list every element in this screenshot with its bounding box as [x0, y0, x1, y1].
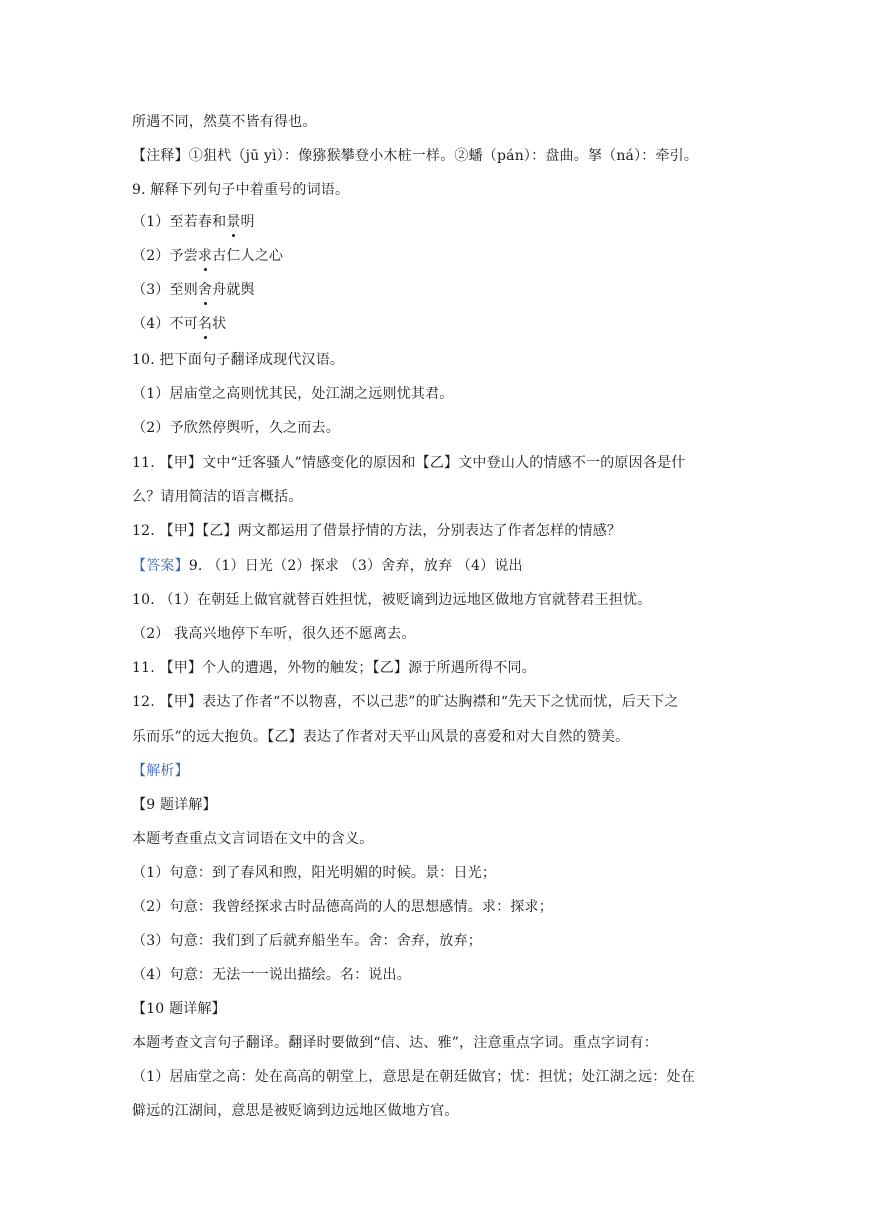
question-12: 12. 【甲】【乙】两文都运用了借景抒情的方法，分别表达了作者怎样的情感？	[132, 523, 622, 539]
emphasis-mark: 求	[197, 248, 213, 264]
answer-9: 【答案】9. （1）日光（2）探求 （3）舍弃，放弃 （4）说出	[132, 558, 523, 574]
emphasis-mark: 名	[197, 316, 213, 332]
answer-12: 12. 【甲】表达了作者“不以物喜，不以己悲”的旷达胸襟和“先天下之忧而忧，后天下之	[132, 694, 679, 710]
detail-9-item-3: （3）句意：我们到了后就弃船坐车。舍：舍弃，放弃；	[132, 933, 482, 949]
detail-10-title: 【10 题详解】	[132, 1001, 226, 1017]
detail-10-item-1: （1）居庙堂之高：处在高高的朝堂上，意思是在朝廷做官；忧：担忧；处江湖之远：处在	[132, 1069, 695, 1085]
answer-10-1: 10. （1）在朝廷上做官就替百姓担忧，被贬谪到边远地区做地方官就替君王担忧。	[132, 592, 652, 608]
detail-10-item-1-cont: 僻远的江湖间，意思是被贬谪到边远地区做地方官。	[132, 1103, 459, 1119]
question-10-item-1: （1）居庙堂之高则忧其民，处江湖之远则忧其君。	[132, 386, 454, 402]
answer-12-cont: 乐而乐”的远大抱负。【乙】表达了作者对天平山风景的喜爱和对大自然的赞美。	[132, 729, 630, 745]
answer-10-2: （2） 我高兴地停下车听，很久还不愿离去。	[132, 626, 416, 642]
detail-9-item-4: （4）句意：无法一一说出描绘。名：说出。	[132, 967, 411, 983]
emphasis-mark: 景	[226, 214, 241, 230]
answer-11: 11. 【甲】个人的遭遇，外物的触发；【乙】源于所遇所得不同。	[132, 660, 536, 676]
question-9-item-4: （4）不可名状	[132, 316, 227, 332]
answer-label: 【答案】	[132, 558, 189, 574]
question-9-item-1: （1）至若春和景明	[132, 214, 255, 230]
detail-9-title: 【9 题详解】	[132, 797, 217, 813]
analysis-label: 【解析】	[132, 763, 189, 779]
question-9-item-3: （3）至则舍舟就舆	[132, 282, 255, 298]
annotation-line: 【注释】①狙杙（jū yì）：像猕猴攀登小木桩一样。②蟠（pán）：盘曲。拏（ná）：牵引。	[132, 148, 699, 164]
detail-9-item-2: （2）句意：我曾经探求古时品德高尚的人的思想感情。求：探求；	[132, 899, 553, 915]
question-10-item-2: （2）予欣然停舆听，久之而去。	[132, 420, 340, 436]
question-10: 10. 把下面句子翻译成现代汉语。	[132, 352, 345, 368]
question-9: 9. 解释下列句子中着重号的词语。	[132, 182, 350, 198]
detail-9-intro: 本题考查重点文言词语在文中的含义。	[132, 831, 374, 847]
question-11-cont: 么？请用简洁的语言概括。	[132, 489, 303, 505]
emphasis-mark: 舍	[197, 282, 213, 298]
question-11: 11. 【甲】文中“迁客骚人”情感变化的原因和【乙】文中登山人的情感不一的原因各是什	[132, 455, 686, 471]
text-line: 所遇不同，然莫不皆有得也。	[132, 114, 317, 130]
detail-10-intro: 本题考查文言句子翻译。翻译时要做到“信、达、雅”，注意重点字词。重点字词有：	[132, 1035, 658, 1051]
question-9-item-2: （2）予尝求古仁人之心	[132, 248, 284, 264]
detail-9-item-1: （1）句意：到了春风和煦，阳光明媚的时候。景：日光；	[132, 865, 497, 881]
